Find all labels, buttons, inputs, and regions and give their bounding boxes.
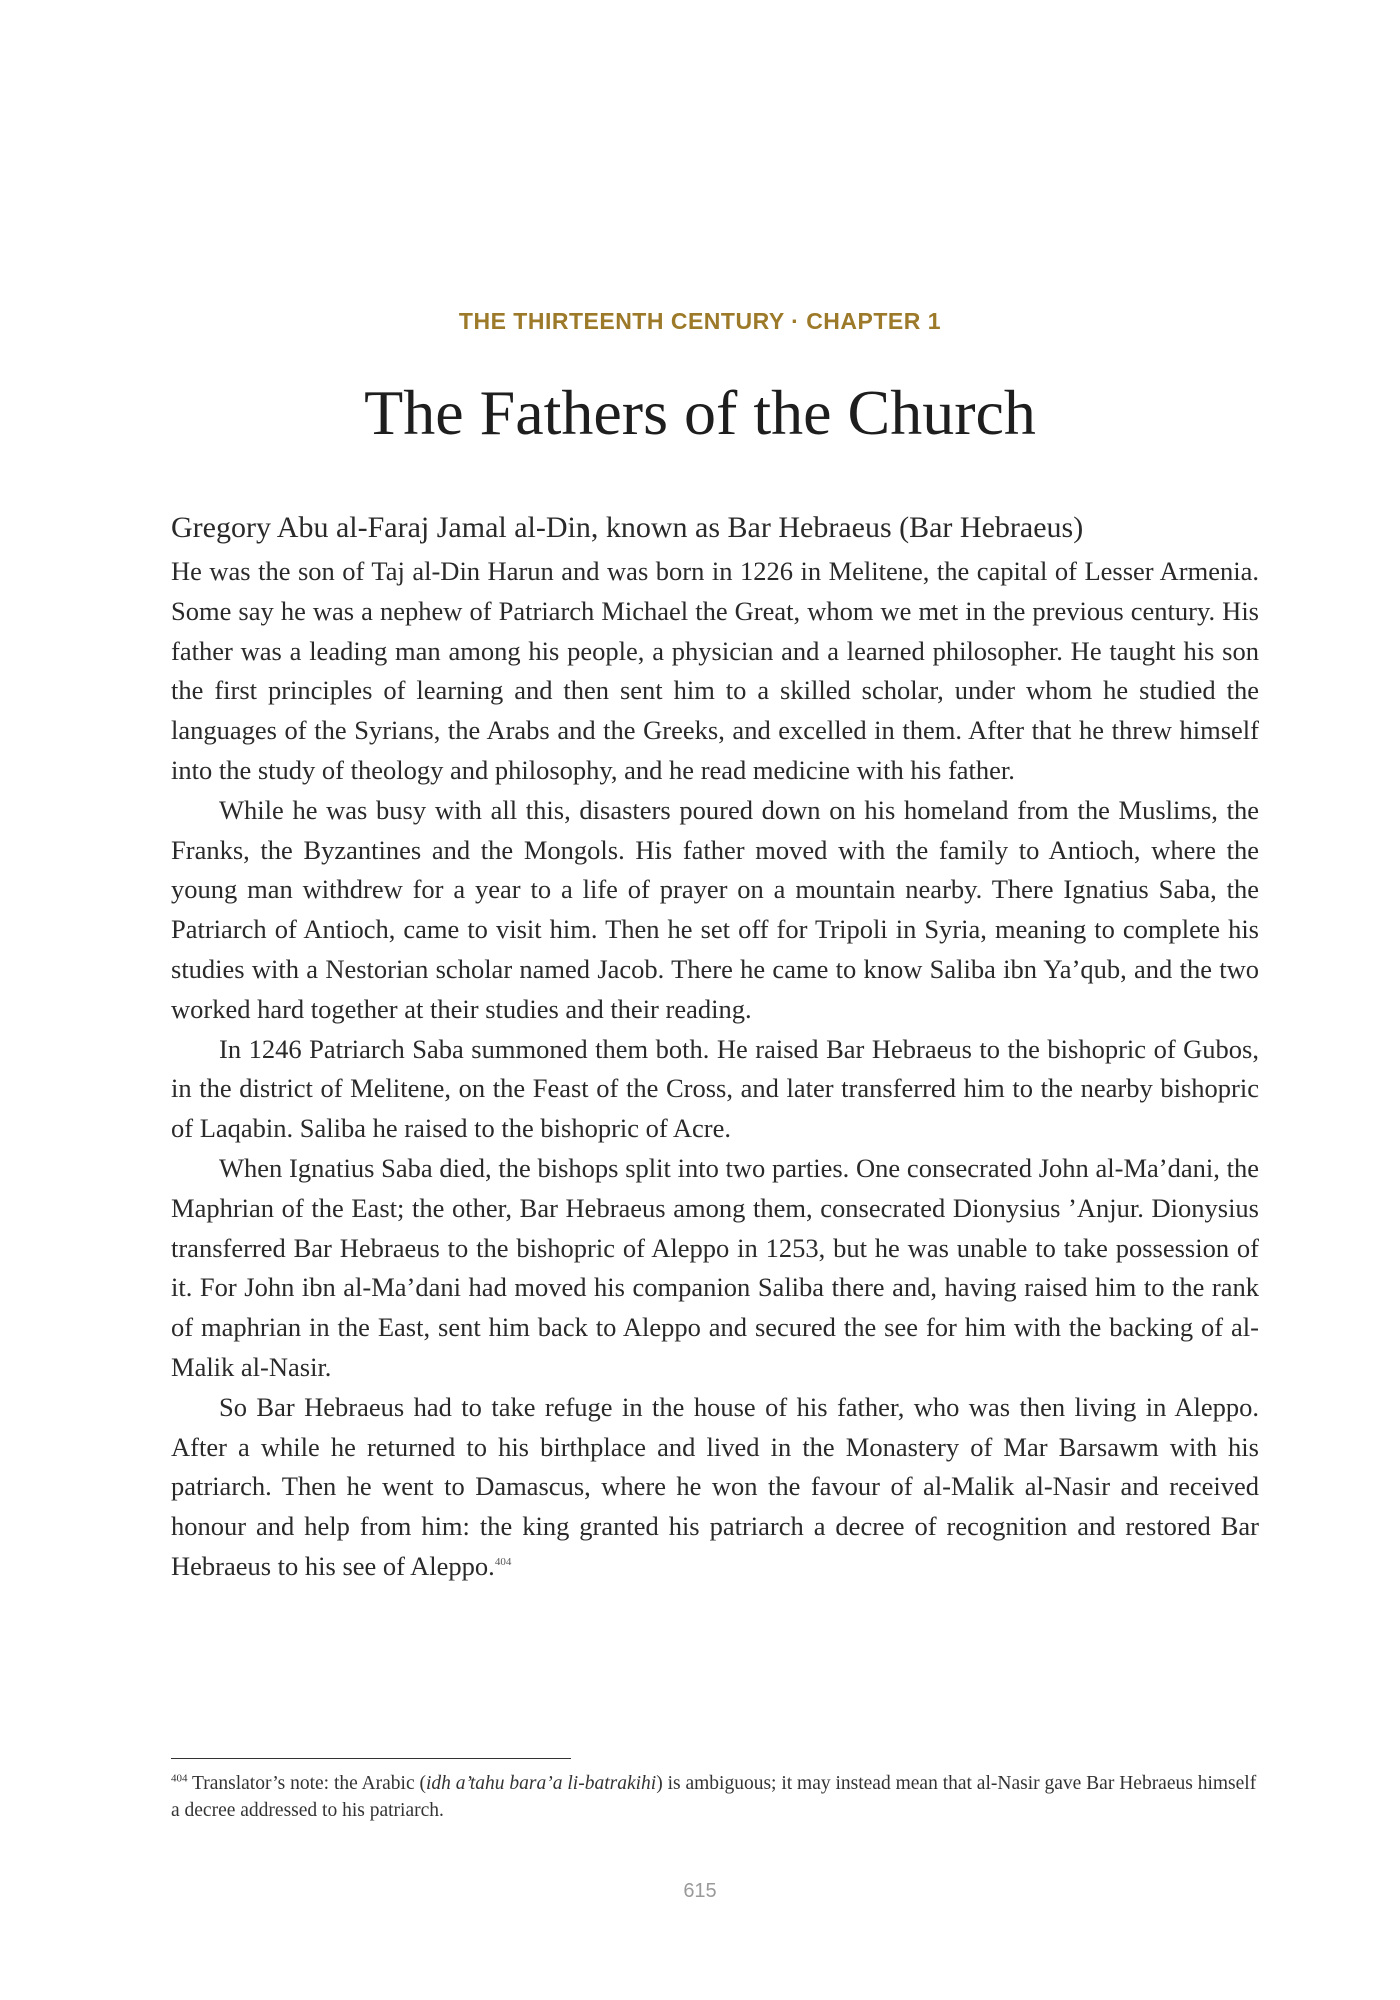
main-text	[171, 508, 1259, 1587]
paragraph-1: He was the son of Taj al-Din Harun and was born in 1226 in Melitene, the capital of Lesser Armenia. Some say he was a nephew of Patriarch Michael the Great, whom we met in the previous century. His father was a leading man among his people, a physician and a learned philosopher. He taught his son the first principles of learning and then sent him to a skilled scholar, under whom he studied the languages of the Syrians, the Arabs and the Greeks, and excelled in them. After that he threw himself into the study of theology and philosophy, and he read medicine with his father.	[171, 556, 1259, 785]
section-heading: Gregory Abu al-Faraj Jamal al-Din, known as Bar Hebraeus (Bar Hebraeus)	[171, 511, 1084, 544]
paragraph-5	[171, 1388, 1259, 1587]
footnote-reference[interactable]: 404	[494, 1556, 512, 1569]
chapter-title: The Fathers of the Church	[364, 377, 1036, 448]
paragraph-5-text: So Bar Hebraeus had to take refuge in the house of his father, who was then living in Aleppo. After a while he returned to his birthplace and lived in the Monastery of Mar Barsawm with his patriarch. Then he went to Damascus, where he won the favour of al-Malik al-Nasir and received honour and help from him: the king granted his patriarch a decree of recognition and restored Bar Hebraeus to his see of Aleppo.	[171, 1391, 1259, 1581]
footnote-italic-phrase: idh a’tahu bara’a li-batrakihi	[426, 1773, 657, 1794]
footnote	[171, 1770, 1259, 1824]
paragraph-4: When Ignatius Saba died, the bishops split into two parties. One consecrated John al-Ma’dani, the Maphrian of the East; the other, Bar Hebraeus among them, consecrated Dionysius ’Anjur. Dionysius transferred Bar Hebraeus to the bishopric of Aleppo in 1253, but he was unable to take possession of it. For John ibn al-Ma’dani had moved his companion Saliba there and, having raised him to the rank of maphrian in the East, sent him back to Aleppo and secured the see for him with the backing of al-Malik al-Nasir.	[171, 1152, 1259, 1382]
paragraph-3: In 1246 Patriarch Saba summoned them both. He raised Bar Hebraeus to the bishopric of Gubos, in the district of Melitene, on the Feast of the Cross, and later transferred him to the nearby bishopric of Laqabin. Saliba he raised to the bishopric of Acre.	[171, 1033, 1259, 1144]
footnote-number: 404	[171, 1772, 188, 1785]
footnote-text-after: ) is ambiguous; it may instead mean that al-Nasir gave Bar Hebraeus himself a decree addressed to his patriarch.	[171, 1773, 1257, 1821]
paragraph-2: While he was busy with all this, disasters poured down on his homeland from the Muslims, the Franks, the Byzantines and the Mongols. His father moved with the family to Antioch, where the young man withdrew for a year to a life of prayer on a mountain nearby. There Ignatius Saba, the Patriarch of Antioch, came to visit him. Then he set off for Tripoli in Syria, meaning to complete his studies with a Nestorian scholar named Jacob. There he came to know Saliba ibn Ya’qub, and the two worked hard together at their studies and their reading.	[171, 794, 1259, 1024]
chapter-kicker: THE THIRTEENTH CENTURY · CHAPTER 1	[458, 308, 942, 334]
page-number: 615	[683, 1880, 717, 1902]
footnote-text-before: Translator’s note: the Arabic (	[187, 1773, 426, 1794]
footnote-divider	[171, 1758, 571, 1759]
